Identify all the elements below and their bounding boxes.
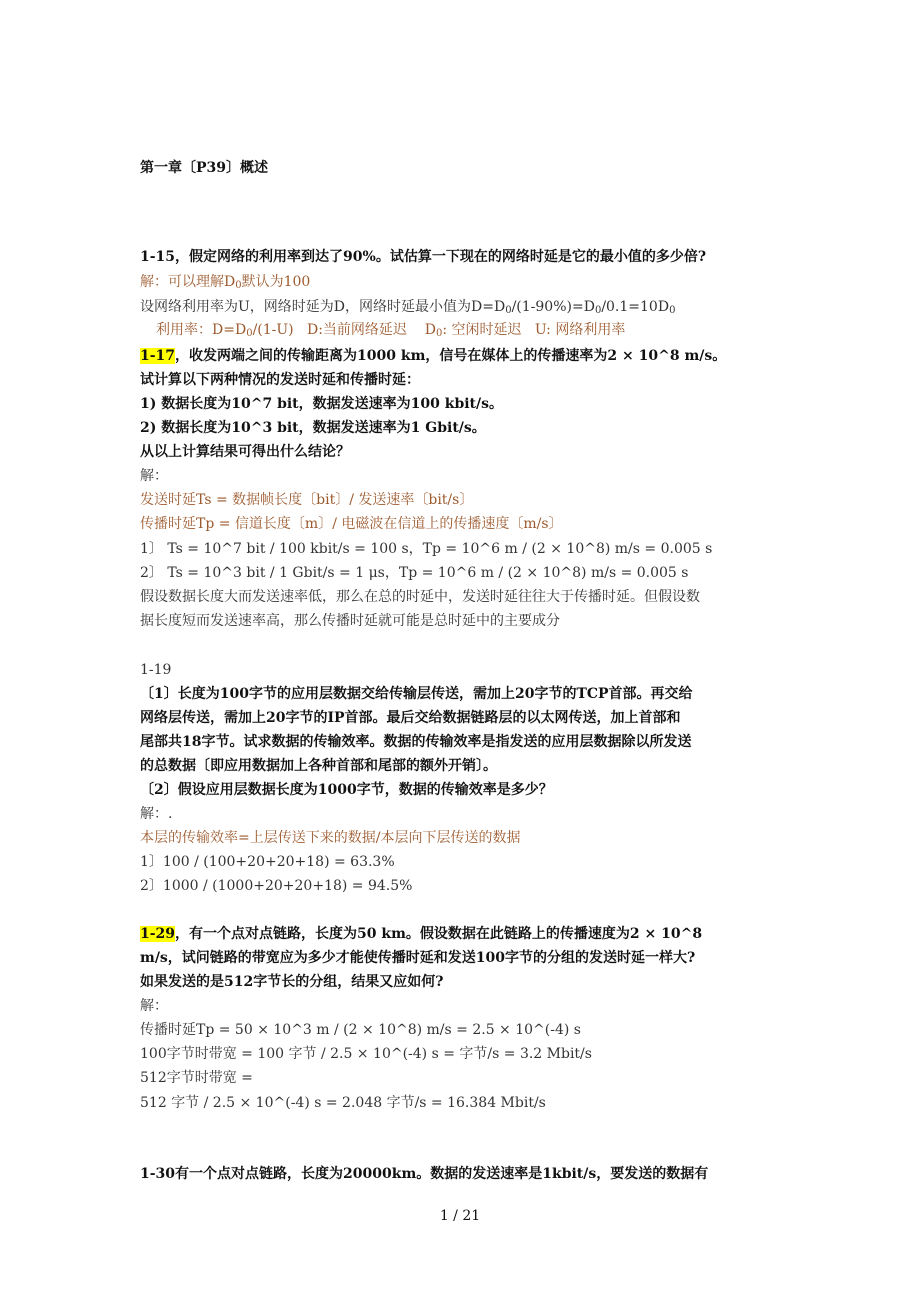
solution-1-15-legend: 利用率：$D=D_0/(1-U)$ D:当前网络延迟 $D_0$: 空闲时延迟 U: 网络利用率: [156, 322, 626, 339]
question-1-15: 1-15，假定网络的利用率到达了90%。试估算一下现在的网络时延是它的最小值的多少倍?: [140, 249, 707, 265]
solution-1-17-formula-tp: 传播时延Tp = 信道长度〔m〕/ 电磁波在信道上的传播速度〔m/s〕: [140, 516, 563, 532]
question-1-29-line3: 如果发送的是512字节长的分组，结果又应如何?: [140, 974, 444, 990]
question-1-19-line3: 尾部共18字节。试求数据的传输效率。数据的传输效率是指发送的应用层数据除以所发送: [140, 734, 692, 750]
solution-1-17-conclusion-2: 据长度短而发送速率高，那么传播时延就可能是总时延中的主要成分: [140, 613, 560, 629]
page-number: 1 / 21: [439, 1208, 481, 1224]
question-1-19-line1: 〔1〕长度为100字节的应用层数据交给传输层传送，需加上20字节的TCP首部。再交给: [140, 686, 693, 702]
solution-1-29-answer-4: 512 字节 / 2.5 × 10^(-4) s = 2.048 字节/s = 16.384 Mbit/s: [140, 1095, 546, 1111]
solution-1-15-formula: 设网络利用率为U，网络时延为D，网络时延最小值为$D=D_0/(1-90\%)=D_0/0.1=10D_0$: [140, 299, 676, 316]
question-1-19-line5: 〔2〕假设应用层数据长度为1000字节，数据的传输效率是多少？: [140, 782, 553, 798]
question-1-29-line2: m/s，试问链路的带宽应为多少才能使传播时延和发送100字节的分组的发送时延一样大?: [140, 950, 696, 966]
question-1-19-line2: 网络层传送，需加上20字节的IP首部。最后交给数据链路层的以太网传送，加上首部和: [140, 710, 681, 726]
question-1-29-line1: 1-29，有一个点对点链路，长度为50 km。假设数据在此链路上的传播速度为2 × 10^8: [140, 926, 703, 942]
solution-1-17-answer-2: 2〕 Ts = 10^3 bit / 1 Gbit/s = 1 μs，Tp = 10^6 m / (2 × 10^8) m/s = 0.005 s: [140, 565, 689, 581]
solution-1-19-answer-1: 1〕100 / (100+20+20+18) = 63.3%: [140, 854, 395, 870]
question-1-17-line3: 1) 数据长度为10^7 bit，数据发送速率为100 kbit/s。: [140, 396, 504, 412]
question-1-17-line2: 试计算以下两种情况的发送时延和传播时延：: [140, 372, 420, 388]
question-label-highlight: 1-17: [140, 348, 176, 364]
solution-1-15-intro: 解：可以理解$D_0$默认为100: [140, 274, 311, 291]
solution-1-19-label: 解：.: [140, 806, 173, 822]
solution-1-19-answer-2: 2〕1000 / (1000+20+20+18) = 94.5%: [140, 878, 413, 894]
question-1-19-line4: 的总数据〔即应用数据加上各种首部和尾部的额外开销〕。: [140, 758, 497, 774]
solution-1-17-label: 解：: [140, 468, 168, 484]
solution-1-19-formula: 本层的传输效率=上层传送下来的数据/本层向下层传送的数据: [140, 830, 521, 846]
solution-1-29-answer-1: 传播时延Tp = 50 × 10^3 m / (2 × 10^8) m/s = 2.5 × 10^(-4) s: [140, 1022, 581, 1038]
solution-1-17-answer-1: 1〕 Ts = 10^7 bit / 100 kbit/s = 100 s，Tp = 10^6 m / (2 × 10^8) m/s = 0.005 s: [140, 541, 713, 557]
question-1-17-line1: 1-17，收发两端之间的传输距离为1000 km，信号在媒体上的传播速率为2 × 10^8 m/s。: [140, 348, 727, 364]
solution-1-29-answer-2: 100字节时带宽 = 100 字节 / 2.5 × 10^(-4) s = 字节/s = 3.2 Mbit/s: [140, 1046, 592, 1062]
question-1-17-line5: 从以上计算结果可得出什么结论？: [140, 444, 350, 460]
question-label-highlight: 1-29: [140, 926, 176, 942]
solution-1-17-formula-ts: 发送时延Ts = 数据帧长度〔bit〕/ 发送速率〔bit/s〕: [140, 492, 474, 508]
question-1-30-line1: 1-30有一个点对点链路，长度为20000km。数据的发送速率是1kbit/s，要发送的数据有: [140, 1166, 709, 1182]
chapter-title: 第一章〔P39〕概述: [140, 160, 269, 176]
question-1-17-line4: 2) 数据长度为10^3 bit，数据发送速率为1 Gbit/s。: [140, 420, 486, 436]
question-1-19-label: 1-19: [140, 662, 172, 678]
solution-1-29-answer-3: 512字节时带宽 =: [140, 1070, 253, 1086]
solution-1-29-label: 解：: [140, 998, 168, 1014]
solution-1-17-conclusion-1: 假设数据长度大而发送速率低，那么在总的时延中，发送时延往往大于传播时延。但假设数: [140, 589, 700, 605]
